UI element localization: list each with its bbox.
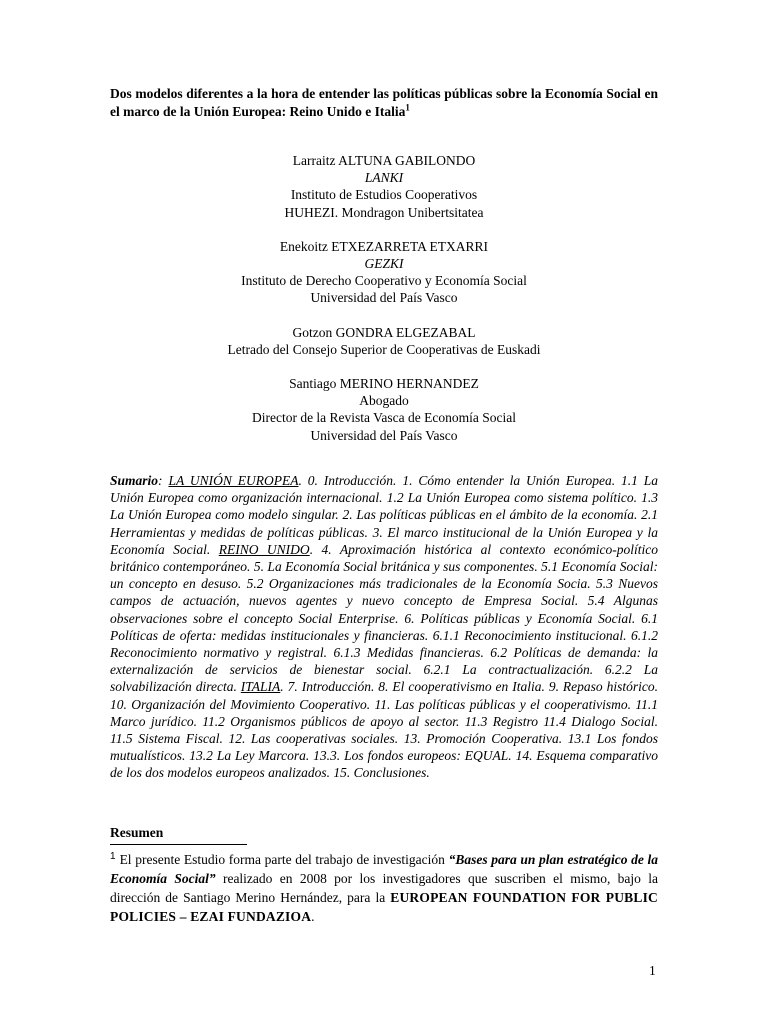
footnote xyxy=(110,850,658,926)
author-affiliation-acronym: LANKI xyxy=(364,170,404,186)
author-block xyxy=(110,324,658,358)
author-affiliation: Universidad del País Vasco xyxy=(310,290,458,306)
author-affiliation-acronym: GEZKI xyxy=(364,256,404,272)
author-block xyxy=(110,152,658,221)
author-block xyxy=(110,238,658,307)
footnote-organization: EUROPEAN FOUNDATION FOR PUBLIC POLICIES – EZAI FUNDAZIOA xyxy=(110,890,658,924)
footnote-number: 1 xyxy=(110,850,116,862)
footnote-separator xyxy=(110,844,247,845)
summary-lead: Sumario xyxy=(110,473,159,488)
author-name: Santiago MERINO HERNANDEZ xyxy=(289,376,479,392)
author-list xyxy=(110,152,658,461)
author-name: Gotzon GONDRA ELGEZABAL xyxy=(292,324,476,340)
author-affiliation: HUHEZI. Mondragon Unibertsitatea xyxy=(284,204,484,220)
abstract-heading: Resumen xyxy=(110,825,164,840)
summary-colon: : xyxy=(158,473,169,488)
summary-section-heading[interactable]: ITALIA xyxy=(240,679,281,695)
footnote-text: realizado en 2008 por los investigadores que suscriben el mismo, bajo la dirección de Santiago Merino Hernández, para la xyxy=(110,871,658,905)
author-affiliation: Universidad del País Vasco xyxy=(310,427,458,443)
author-affiliation: Abogado xyxy=(359,393,409,409)
author-affiliation: Letrado del Consejo Superior de Cooperativas de Euskadi xyxy=(227,341,541,357)
author-affiliation: Instituto de Estudios Cooperativos xyxy=(290,187,478,203)
summary-section-text: . 7. Introducción. 8. El cooperativismo en Italia. 9. Repaso histórico. 10. Organización del Movimiento Cooperativo. 11. Las políticas públicas y el cooperativismo. 11.1 Marco jurídico. 11.2 Organismos públicos de apoyo al sector. 11.3 Registro 11.4 Dialogo Social. 11.5 Sistema Fiscal. 12. Las cooperativas sociales. 13. Promoción Cooperativa. 13.1 Los fondos mutualísticos. 13.2 La Ley Marcora. 13.3. Los fondos europeos: EQUAL. 14. Esquema comparativo de los dos modelos europeos analizados. 15. Conclusiones. xyxy=(110,679,659,781)
author-name: Larraitz ALTUNA GABILONDO xyxy=(292,153,476,168)
footnote-text: El presente Estudio forma parte del trabajo de investigación xyxy=(119,852,449,867)
paper-title-text: Dos modelos diferentes a la hora de entender las políticas públicas sobre la Economía Social en el marco de la Unión Europea: Reino Unido e Italia xyxy=(110,86,658,119)
summary-section-heading[interactable]: REINO UNIDO xyxy=(218,541,310,557)
author-name: Enekoitz ETXEZARRETA ETXARRI xyxy=(279,238,489,254)
footnote-text: . xyxy=(311,909,315,924)
summary-section-text: . 0. Introducción. 1. Cómo entender la Unión Europea. 1.1 La Unión Europea como organización internacional. 1.2 La Unión Europea como sistema político. 1.3 La Unión Europea como modelo singular. 2. Las políticas públicas en el ámbito de la economía. 2.1 Herramientas y medidas de políticas públicas. 3. El marco institucional de la Unión Europea y la Economía Social. xyxy=(110,473,659,557)
author-affiliation: Director de la Revista Vasca de Economía Social xyxy=(251,410,517,426)
author-block xyxy=(110,375,658,444)
author-affiliation: Instituto de Derecho Cooperativo y Economía Social xyxy=(241,273,527,289)
summary-section-heading[interactable]: LA UNIÓN EUROPEA xyxy=(168,473,299,488)
table-of-contents-summary xyxy=(110,472,658,782)
paper-title xyxy=(110,85,658,121)
page-number: 1 xyxy=(649,963,656,978)
title-footnote-ref[interactable]: 1 xyxy=(405,102,410,113)
footnote-project-title: “Bases para un plan estratégico de la Economía Social” xyxy=(110,852,659,886)
summary-section-text: . 4. Aproximación histórica al contexto económico-político británico contemporáneo. 5. La Economía Social británica y sus componentes. 5.1 Economía Social: un concepto en desuso. 5.2 Organizaciones más tradicionales de la Economía Socia. 5.3 Nuevos campos de actuación, nuevos agentes y nuevo concepto de Empresa Social. 5.4 Algunas observaciones sobre el concepto Social Enterprise. 6. Políticas públicas y Economía Social. 6.1 Políticas de oferta: medidas institucionales y financieras. 6.1.1 Reconocimiento institucional. 6.1.2 Reconocimiento normativo y registral. 6.1.3 Medidas financieras. 6.2 Políticas de demanda: la externalización de servicios de bienestar social. 6.2.1 La contractualización. 6.2.2 La solvabilización directa. xyxy=(110,541,659,695)
